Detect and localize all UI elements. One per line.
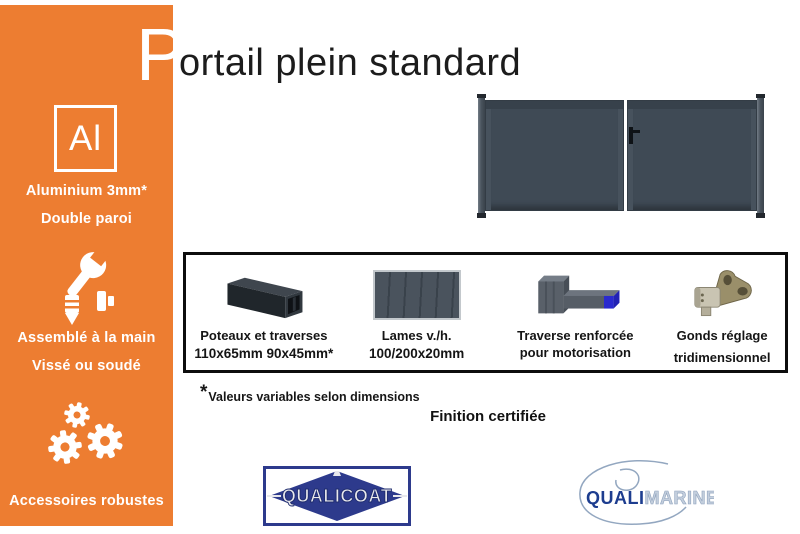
features-panel [183, 252, 788, 373]
al-symbol-text: Al [68, 118, 103, 158]
page-title: ortail plein standard [179, 42, 522, 84]
page-title-initial: P [136, 13, 186, 96]
gate-product-image [478, 94, 764, 217]
wrench-screw-icon [49, 247, 125, 332]
asterisk: * [200, 382, 208, 403]
feature-lames-title: Lames v./h. [381, 328, 452, 343]
svg-text:QUALIMARINE [586, 488, 714, 508]
feature-poteaux-title: Poteaux et traverses [200, 328, 328, 343]
gears-icon [39, 397, 135, 486]
feature-traverse-title-line2: pour motorisation [519, 345, 631, 360]
gate-right-post [757, 97, 764, 214]
sidebar-assemble-label: Assemblé à la main [17, 330, 156, 346]
sidebar-aluminium-label: Aluminium 3mm* [25, 183, 148, 199]
reinforced-crossbar-image [491, 264, 659, 326]
feature-gonds [659, 264, 785, 370]
feature-gonds-title-line1: Gonds réglage [676, 328, 768, 343]
qualicoat-logo [263, 466, 411, 531]
aluminium-symbol-icon [54, 105, 117, 172]
feature-lames [342, 264, 492, 370]
gate-handle [629, 127, 633, 144]
sidebar-visse-label: Vissé ou soudé [32, 358, 141, 374]
footnote-text: Valeurs variables selon dimensions [208, 390, 420, 404]
qualimarine-bold-text: QUALI [586, 488, 645, 508]
gate-left-post [478, 97, 485, 214]
qualicoat-logo-text: QUALICOAT [281, 486, 393, 506]
slats-image [342, 264, 492, 326]
gate-right-leaf [627, 100, 757, 211]
feature-traverse-title-line1: Traverse renforcée [517, 328, 634, 343]
feature-poteaux [186, 264, 342, 370]
hinge-image [659, 264, 785, 326]
qualimarine-light-text: MARINE [644, 488, 714, 508]
sidebar-accessoires-label: Accessoires robustes [9, 493, 164, 509]
footnote [200, 382, 420, 407]
qualimarine-logo [556, 458, 714, 534]
feature-gonds-title-line2: tridimensionnel [673, 350, 771, 365]
gate-left-leaf [485, 100, 624, 211]
feature-lames-dimensions: 100/200x20mm [368, 346, 465, 361]
feature-poteaux-dimensions: 110x65mm 90x45mm* [194, 346, 334, 361]
aluminium-profile-image [186, 264, 342, 326]
feature-traverse [491, 264, 659, 370]
sidebar-double-paroi-label: Double paroi [40, 211, 132, 227]
finish-certified-label: Finition certifiée [430, 408, 546, 425]
